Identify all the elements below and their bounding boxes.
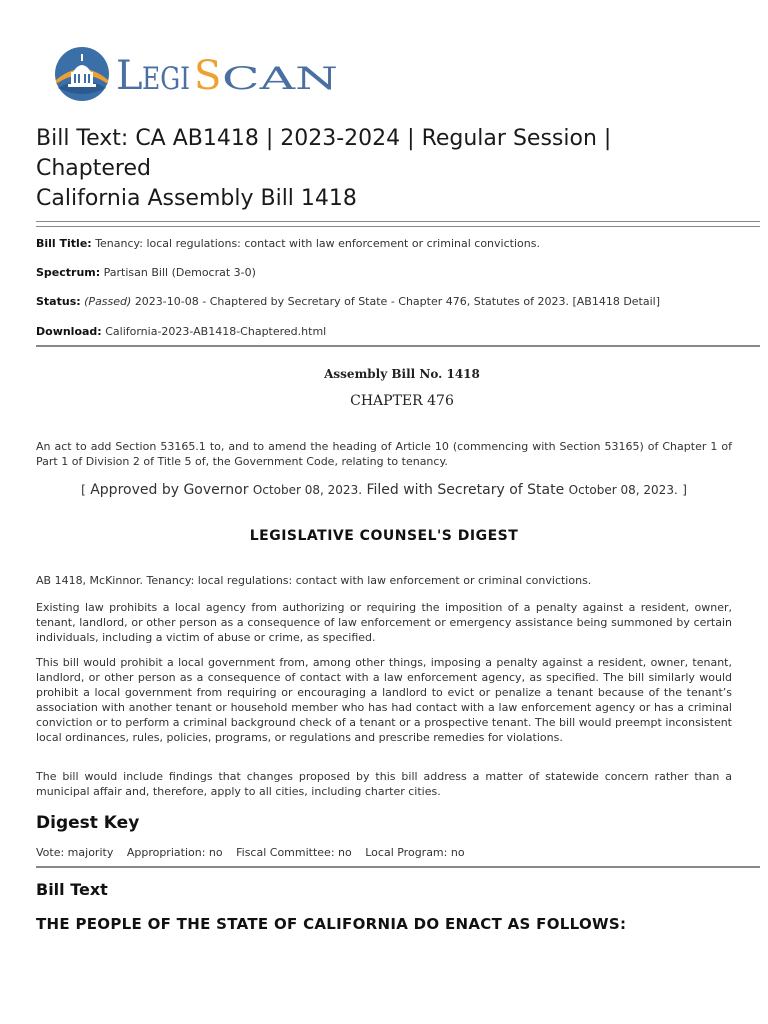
title-line-2: Chaptered: [36, 156, 151, 181]
meta-divider: [36, 345, 760, 347]
digest-paragraph-2: This bill would prohibit a local government from, among other things, imposing a penalty against a resident, owner, tenant, landlord, or other person as a consequence of contact with a law enforcement agency, as specified. The bill similarly would prohibit a local government from requiring or encouraging a landlord to evict or penalize a tenant because of the tenant’s association with another tenant or household member who has had contact with a law enforcement agency or has a criminal conviction or to perform a criminal background check of a tenant or a prospective tenant. The bill would preempt inconsistent local ordinances, rules, policies, programs, or regulations and prescribe remedies for violations.: [36, 656, 732, 744]
spectrum-row: [36, 266, 760, 279]
act-description: An act to add Section 53165.1 to, and to amend the heading of Article 10 (commencing with Section 53165) of Chapter 1 of Part 1 of Division 2 of Title 5 of, the Government Code, relating to tenancy.: [36, 440, 732, 468]
bill-number: Assembly Bill No. 1418: [324, 367, 480, 381]
approved-date: October 08, 2023.: [252, 483, 363, 497]
svg-text:EGI: EGI: [142, 61, 190, 97]
bill-title-label: Bill Title:: [36, 237, 92, 250]
filed-date: October 08, 2023.: [568, 483, 678, 497]
title-line-1: Bill Text: CA AB1418 | 2023-2024 | Regular Session |: [36, 126, 612, 151]
bill-text-heading: Bill Text: [36, 880, 108, 899]
bill-title-row: [36, 237, 760, 250]
svg-text:CAN: CAN: [222, 61, 338, 97]
approval-line: [36, 482, 732, 498]
capitol-globe-icon: [52, 44, 352, 104]
header-divider: [36, 221, 760, 227]
bill-text-divider: [36, 866, 760, 868]
bill-detail-link[interactable]: [AB1418 Detail]: [572, 295, 661, 308]
filed-label: Filed with Secretary of State: [366, 482, 565, 498]
enacting-clause: THE PEOPLE OF THE STATE OF CALIFORNIA DO ENACT AS FOLLOWS:: [36, 915, 627, 933]
digest-heading: LEGISLATIVE COUNSEL'S DIGEST: [249, 528, 519, 544]
status-text: 2023-10-08 - Chaptered by Secretary of State - Chapter 476, Statutes of 2023.: [134, 295, 569, 308]
vote-value: Vote: majority: [36, 846, 114, 859]
status-row: [36, 295, 760, 308]
status-passed: (Passed): [84, 295, 132, 308]
bill-title-value: Tenancy: local regulations: contact with law enforcement or criminal convictions.: [95, 237, 540, 250]
status-label: Status:: [36, 295, 81, 308]
legiscan-logo[interactable]: [52, 44, 352, 104]
svg-text:S: S: [194, 53, 222, 99]
download-row: [36, 325, 760, 338]
digest-key-heading: Digest Key: [36, 813, 140, 833]
spectrum-value[interactable]: Partisan Bill (Democrat 3-0): [103, 266, 256, 279]
chapter-number: CHAPTER 476: [350, 393, 454, 409]
digest-paragraph-3: The bill would include findings that changes proposed by this bill address a matter of statewide concern rather than a municipal affair and, therefore, apply to all cities, including charter cities.: [36, 770, 732, 798]
download-label: Download:: [36, 325, 102, 338]
digest-key-values: [36, 846, 475, 859]
svg-text:L: L: [116, 53, 143, 99]
local-program-value: Local Program: no: [365, 846, 465, 859]
page-title: [36, 124, 736, 214]
spectrum-label: Spectrum:: [36, 266, 101, 279]
approval-bracket-close: ]: [682, 483, 687, 497]
approved-label: Approved by Governor: [90, 482, 249, 498]
download-link[interactable]: California-2023-AB1418-Chaptered.html: [105, 325, 327, 338]
approval-bracket-open: [: [81, 483, 86, 497]
fiscal-committee-value: Fiscal Committee: no: [236, 846, 352, 859]
digest-intro: AB 1418, McKinnor. Tenancy: local regulations: contact with law enforcement or criminal convictions.: [36, 574, 592, 587]
title-line-3: California Assembly Bill 1418: [36, 186, 357, 211]
appropriation-value: Appropriation: no: [126, 846, 223, 859]
digest-paragraph-1: Existing law prohibits a local agency from authorizing or requiring the imposition of a penalty against a resident, owner, tenant, landlord, or other person as a consequence of law enforcement or emergency assistance being summoned by certain individuals, including a victim of abuse or crime, as specified.: [36, 601, 732, 644]
